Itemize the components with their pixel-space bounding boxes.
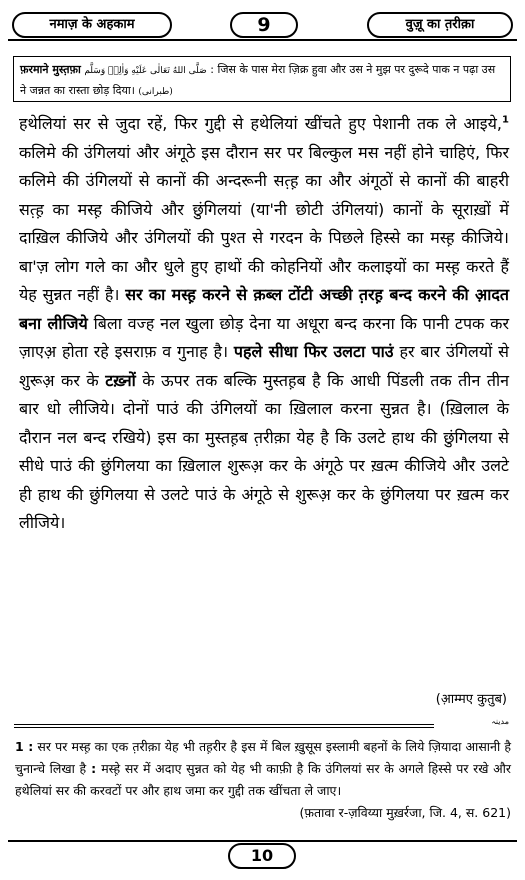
footnote-divider-inner	[14, 727, 434, 728]
chapter-title: वुज़ू का त़रीक़ा	[367, 12, 513, 38]
footnote-colon: :	[86, 761, 102, 776]
hadith-text: : जिस के पास मेरा ज़िक्र हुवा और उस ने मुझ पर दुरूदे पाक न पढ़ा उस ने जन्नत का रास्ता छोड़ दिया।	[20, 63, 496, 97]
body-text-4: हर बार उंगिलयों से शुरूअ़ कर के	[19, 342, 509, 390]
source-citation: (आ़म्मए कुतुब)	[435, 692, 507, 707]
body-text-3: बिला वज्ह नल खुला छोड़ देना या अधूरा बन्द करना कि पानी टपक कर ज़ाएअ़ होता रहे इसराफ़ व गुनाह है।	[19, 313, 509, 361]
bold-ankles: टख़्नों	[105, 370, 136, 390]
footnote-number: 1 :	[15, 739, 34, 754]
hadith-box	[13, 56, 511, 102]
page-header	[8, 8, 517, 42]
main-body	[19, 110, 509, 538]
footer-rule	[8, 840, 517, 842]
footnote-text-1: सर पर मस्ह़ का एक त़रीक़ा येह भी तह़रीर है इस में बिल ख़ुसूस इस्लामी बहनों के लिये ज़ियादा आसानी है चुनान्चे लिखा है	[15, 739, 511, 776]
bold-instruction-feet: पहले सीधा फिर उलटा पाउं	[233, 342, 394, 361]
hadith-label: फ़रमाने मुस्त़फ़ा	[20, 63, 81, 76]
header-rule	[8, 39, 517, 41]
body-text-2: कलिमे की उंगिलयां और अंगूठे इस दौरान सर पर बिल्कुल मस नहीं होने चाहिएं, फिर कलिमे की उंगिलयों से कानों की अन्दरूनी सत़्ह़ का और अंगूठों से कानों की बाहरी सत़्ह़ का मस्ह़ कीजिये और छुंगिलयां (या'नी छोटी उंगिलयां) कानों के सूराख़ों में दाख़िल कीजिये और उंगिलयों की पुश्त से गरदन के पिछले हिस्से का मस्ह़ कीजिये। बा'ज़ लोग गले का और धुले हुए हाथों की कोहनियों और कलाइयों का मस्ह़ करते हैं येह सुन्नत नहीं है।	[19, 142, 509, 304]
body-text-5: के ऊपर तक बल्कि मुस्तह़ब है कि आधी पिंडली तक तीन तीन बार धो लीजिये। दोनों पाउं की उंगिलयों का ख़िलाल करना सुन्नत है। (ख़िलाल के दौरान नल बन्द रखिये) इस का मुस्तह़ब त़रीक़ा येह है कि उलटे हाथ की छुंगिलया से सीधे पाउं की छुंगिलया का ख़िलाल शुरूअ़ कर के अंगूठे पर ख़त्म कीजिये और उलटे ही हाथ की छुंगिलया से उलटे पाउं के अंगूठे से शुरूअ़ कर के छुंगिलया पर ख़त्म कर लीजिये।	[19, 370, 509, 532]
body-text-1: हथेलियां सर से जुदा रहें, फिर गुद्दी से हथेलियां खींचते हुए पेशानी तक ले आइये,	[19, 114, 503, 133]
arabic-salutation: صَلَّى اللهُ تَعَالٰى عَلَيْهِ وَاٰلِهٖ وَسَلَّم	[84, 66, 207, 76]
bold-instruction-tap: सर का मस्ह़ करने से क़ब्ल टोंटी अच्छी त़रह़ बन्द करने की आ़दत बना लीजिये	[19, 285, 509, 333]
book-title: नमाज़ के अहकाम	[12, 12, 172, 38]
footnote-text-2: मस्हे़ सर में अदाए सुन्नत को येह भी काफ़ी है कि उंगिलयां सर के अगले हिस्से पर रखे और हथेलियां सर की करवटों पर और हाथ जमा कर गुद्दी तक खींचता ले जाए।	[15, 761, 511, 798]
madina-mark: مدينہ	[491, 717, 509, 726]
footnote-divider	[14, 724, 434, 725]
page-number-top: 9	[230, 12, 298, 38]
footnote	[15, 736, 511, 824]
footnote-marker: 1	[502, 114, 509, 126]
hadith-source: (طبرانی)	[138, 87, 173, 97]
footnote-reference: (फ़तावा र-ज़विय्या मुख़र्रजा, जि. 4, स. 621)	[299, 805, 511, 820]
page-number-bottom: 10	[228, 843, 296, 869]
